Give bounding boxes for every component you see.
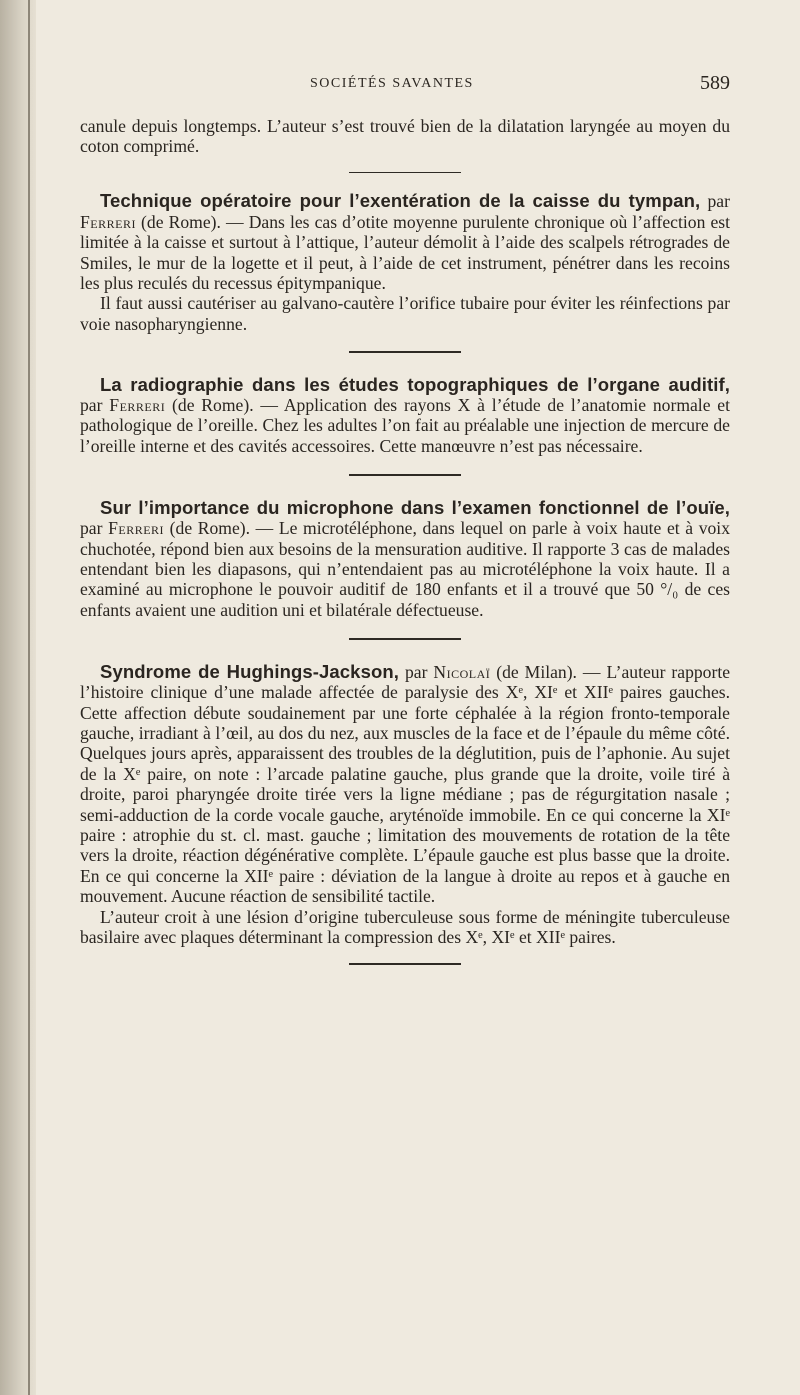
section-divider: [349, 351, 461, 353]
article-body: L’auteur rapporte l’histoire clinique d’une malade affectée de paralysie des Xᵉ, XIᵉ et XIIᵉ paires gauches. Cette affection débute soudainement par une forte céphalée à la région fronto-temporale gauche, irradiant à l’œil, au dos du nez, aux muscles de la face et de l’épaule du même côté. Quelques jours après, apparaissent des troubles de la déglutition, puis de l’aphonie. Au sujet de la Xᵉ paire, on note : l’arcade palatine gauche, plus grande que la droite, voile tiré à droite, paroi pharyngée droite tirée vers la ligne médiane ; pas de régurgitation nasale ; semi-adduction de la corde vocale gauche, aryténoïde immobile. En ce qui concerne la XIᵉ paire : atrophie du st. cl. mast. gauche ; limitation des mouvements de rotation de la tête vers la droite, réaction dégénérative complète. L’épaule gauche est plus basse que la droite. En ce qui concerne la XIIᵉ paire : déviation de la langue à droite au repos et à gauche en mouvement. Aucune réaction de sensibilité tactile.: [80, 661, 731, 907]
article-paragraph: [80, 662, 730, 907]
article-author: Ferreri: [108, 518, 165, 539]
article-par: par: [399, 661, 434, 682]
article-body: Application des rayons X à l’étude de l’anatomie normale et pathologique de l’oreille. Chez les adultes l’on fait au préalable une injection de mercure de l’oreille interne et des cavités accessoires. Cette manœuvre n’est pas nécessaire.: [80, 395, 731, 456]
article-author: Ferreri: [109, 395, 166, 416]
article-paragraph: [80, 498, 730, 620]
article-author: Ferreri: [80, 211, 136, 232]
section-divider: [349, 963, 461, 965]
article-paragraph-2: L’auteur croit à une lésion d’origine tuberculeuse sous forme de méningite tuberculeuse basilaire avec plaques déterminant la compression des Xᵉ, XIᵉ et XIIᵉ paires.: [80, 906, 730, 947]
page-header: [80, 72, 730, 96]
article-microphone: [80, 498, 730, 620]
article-title: Syndrome de Hughings-Jackson,: [100, 660, 400, 682]
section-divider: [349, 474, 461, 476]
article-par: par: [80, 395, 110, 416]
article-technique-operatoire: [80, 191, 730, 334]
article-author-place: (de Rome). —: [164, 518, 279, 539]
article-radiographie: [80, 375, 730, 457]
article-author-place: (de Milan). —: [490, 661, 607, 682]
article-par: par: [700, 191, 730, 212]
article-author-place: (de Rome). —: [165, 395, 284, 416]
page-body: [80, 116, 730, 965]
article-paragraph-2: Il faut aussi cautériser au galvano-cautère l’orifice tubaire pour éviter les réinfections par voie nasopharyngienne.: [80, 293, 730, 334]
article-author: Nicolaï: [433, 661, 491, 682]
article-body: Le microtéléphone, dans lequel on parle à voix haute et à voix chuchotée, répond bien aux besoins de la mensuration auditive. Il rapporte 3 cas de malades entendant bien les diapasons, qui n’entendaient pas au microtéléphone la voix haute. Il a examiné au microphone le pouvoir auditif de 180 enfants et il a trouvé que 50 °/₀ de ces enfants avaient une audition uni et bilatérale défectueuse.: [80, 518, 730, 620]
article-par: par: [80, 518, 109, 539]
article-hughings-jackson: [80, 662, 730, 948]
section-divider: [349, 172, 461, 174]
article-title: Technique opératoire pour l’exentération de la caisse du tympan,: [100, 190, 701, 212]
article-paragraph: [80, 191, 730, 293]
article-title: La radiographie dans les études topographiques de l’organe auditif,: [100, 373, 730, 395]
article-title: Sur l’importance du microphone dans l’examen fonctionnel de l’ouïe,: [100, 496, 730, 518]
intro-paragraph: canule depuis longtemps. L’auteur s’est trouvé bien de la dilatation laryngée au moyen du coton comprimé.: [80, 116, 730, 157]
gutter-line: [28, 0, 30, 1395]
page-number: 589: [700, 72, 730, 94]
book-spine-shadow: [0, 0, 36, 1395]
article-body: Dans les cas d’otite moyenne purulente chronique où l’affection est limitée à la caisse et surtout à l’attique, l’auteur démolit à l’aide des scalpels rétrogrades de Smiles, le mur de la logette et il peut, à l’aide de cet instrument, pénétrer dans les recoins les plus reculés du recessus épitympanique.: [80, 211, 731, 293]
article-paragraph: [80, 375, 730, 457]
article-author-place: (de Rome). —: [135, 211, 249, 232]
running-head: SOCIÉTÉS SAVANTES: [310, 76, 474, 91]
section-divider: [349, 638, 461, 640]
